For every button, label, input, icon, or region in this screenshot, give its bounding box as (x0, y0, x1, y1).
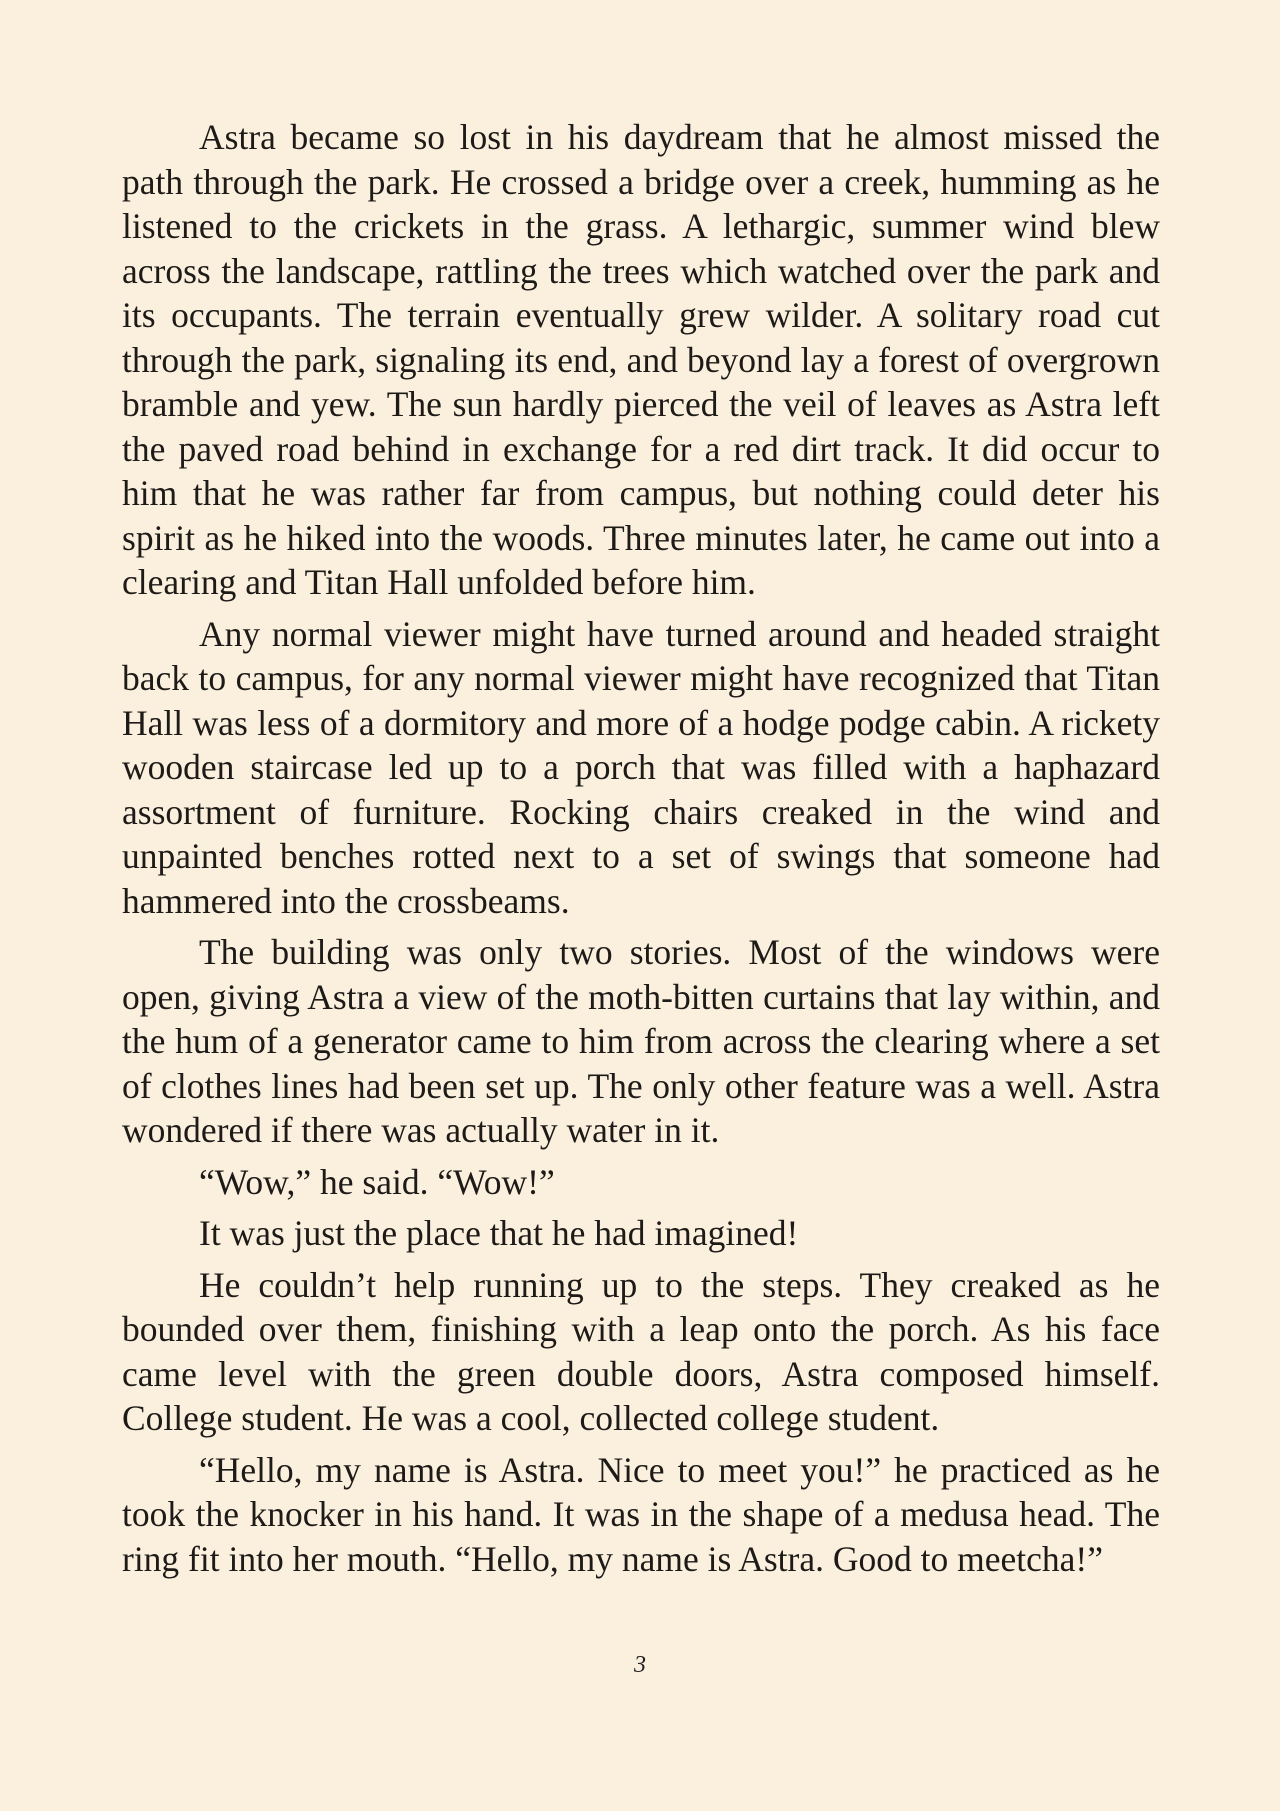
paragraph-2: Any normal viewer might have turned around and headed straight back to campus, for any normal viewer might have recognized that Titan Hall was less of a dormitory and more of a hodge podge cabin. A rickety wooden staircase led up to a porch that was filled with a haphazard assortment of furniture. Rocking chairs creaked in the wind and unpainted benches rotted next to a set of swings that someone had hammered into the crossbeams. (122, 613, 1160, 921)
paragraph-6: He couldn’t help running up to the steps. They creaked as he bounded over them, finishing with a leap onto the porch. As his face came level with the green double doors, Astra composed himself. College student. He was a cool, collected college student. (122, 1264, 1160, 1438)
page-number: 3 (634, 1652, 646, 1678)
paragraph-7: “Hello, my name is Astra. Nice to meet you!” he practiced as he took the knocker in his hand. It was in the shape of a medusa head. The ring fit into her mouth. “Hello, my name is Astra. Good to meetcha!” (122, 1449, 1160, 1579)
paragraph-4: “Wow,” he said. “Wow!” (199, 1161, 555, 1202)
paragraph-5: It was just the place that he had imagined! (199, 1213, 799, 1253)
paragraph-3: The building was only two stories. Most of the windows were open, giving Astra a view of the moth-bitten curtains that lay within, and the hum of a generator came to him from across the clearing where a set of clothes lines had been set up. The only other feature was a well. Astra wondered if there was actually water in it. (122, 932, 1160, 1150)
paragraph-1: Astra became so lost in his daydream that he almost missed the path through the park. He crossed a bridge over a creek, humming as he listened to the crickets in the grass. A lethargic, summer wind blew across the landscape, rattling the trees which watched over the park and its occupants. The terrain eventually grew wilder. A solitary road cut through the park, signaling its end, and beyond lay a forest of overgrown bramble and yew. The sun hardly pierced the veil of leaves as Astra left the paved road behind in exchange for a red dirt track. It did occur to him that he was rather far from campus, but nothing could deter his spirit as he hiked into the woods. Three minutes later, he came out into a clearing and Titan Hall unfolded before him. (122, 117, 1160, 602)
body-text (122, 115, 1160, 1588)
